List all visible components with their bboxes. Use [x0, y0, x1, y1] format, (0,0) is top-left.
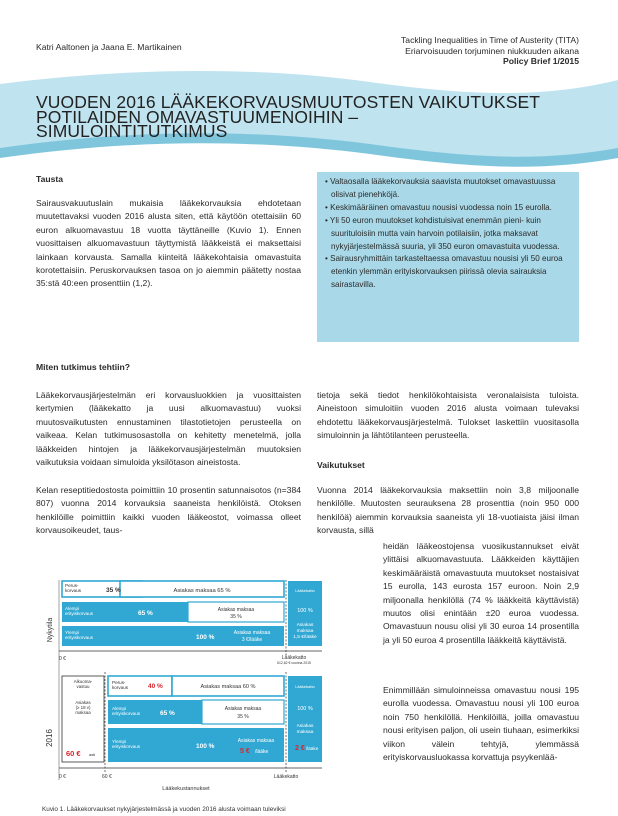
vaikutukset-heading: Vaikutukset — [317, 460, 365, 470]
highlights-box — [317, 172, 579, 342]
now-row2-name: Alempi erityiskorvaus — [65, 606, 94, 616]
vaikutukset-text-1a: Vuonna 2014 lääkekorvauksia maksettiin noin 3,8 miljoonalle henkilölle. Muutosten seurauksena 28 prosenttia (noin 950 000 henkilöä) aiemmin korvauksia saaneista yli 18-vuotiaista jäisi ilman korvausta, sillä — [317, 485, 579, 536]
miten-text-2: Kelan reseptitiedostosta poimittiin 10 prosentin satunnaisotos (n=384 807) vuonna 2014 korvauksia saaneista henkilöistä. Otoksen henkilöille poimittiin kaikki vuoden lääkeostot, voimassa olleet korvausoikeudet, taus- — [36, 485, 301, 536]
now-row2-pay: Asiakas maksaa 35 % — [217, 607, 255, 620]
new-row1-pct: 40 % — [148, 683, 163, 690]
tausta-heading: Tausta — [36, 174, 64, 184]
now-row1-name-l1: Perus- — [65, 583, 79, 588]
new-katto-head: Lääkekatto — [295, 684, 315, 689]
new-katto-eur: 2 € — [295, 745, 305, 752]
series-line2: Eriarvoisuuden torjuminen niukkuuden aikana — [405, 45, 579, 56]
vaikutukset-text-2: Enimmillään simuloinneissa omavastuu nousi 195 eurolla vuodessa. Omavastuu nousi yli 100 euroa noin 750 henkilöllä. Henkilöillä, joilla omavastuu nousi erityisen paljon, oli usein tiuhaan, esimerkiksi viikon välein tehtyjä, ylemmässä erityiskorvausluokassa korvattuja psyykenlää- — [383, 685, 579, 763]
new-row3-name: Ylempi erityiskorvaus — [112, 739, 141, 749]
new-row3-pct: 100 % — [196, 743, 215, 750]
new-katto-per: /lääke — [306, 746, 319, 751]
highlight-item: • Keskimääräinen omavastuu nousisi vuodessa noin 15 eurolla. — [325, 202, 552, 212]
axis-60-bottom: 60 € — [102, 774, 112, 780]
y-label-2016: 2016 — [45, 729, 54, 747]
new-katto-pct: 100 % — [297, 706, 313, 712]
new-row3-eur: 5 € — [240, 748, 250, 755]
tausta-text: Sairausvakuutuslain mukaisia lääkekorvauksia ehdotetaan muutettavaksi vuoden 2016 alusta siten, että käytöön otettaisiin 60 euron alkuomavastuu 18 vuotta täyttäneille (Kuvio 1). Ennen vuosittaisen alkuomavastuun täyttymistä lääkkeistä ei maksettaisi lainkaan korvausta. Samalla kiinteitä lääkekohtaisia omavastuita korotettaisiin. Peruskorvauksen tasoa on jo aiemmin päätetty nostaa 35:stä 40:een prosenttiin (1,2). — [36, 198, 301, 289]
highlight-item: • Valtaosalla lääkekorvauksia saavista muutokset omavastuussa olisivat pienehköjä. — [325, 177, 556, 199]
new-row2-pay: Asiakas maksaa 35 % — [224, 706, 262, 720]
now-katto-pay: Asiakas maksaa 1,5 €/lääke — [293, 623, 317, 640]
page-title — [36, 92, 596, 142]
vaikutukset-text-1b: heidän lääkeostojensa vuosikustannukset eivät ylittäisi alkuomavastuuta. Lääkkeiden käyttäjien keskimääräistä omavastuuta muutokset nostaisivat 15 eurolla, 143 eurosta 157 euroon. Noin 2,9 miljoonalla henkilöllä (74 % lääkkeitä käyttävistä) muutos olisi enintään ±20 euroa vuodessa. Omavastuun nousu olisi yli 30 euroa 14 prosentilla ja yli 50 euroa 4 prosentilla lääkkeitä käyttävistä. — [383, 541, 579, 645]
now-katto-pct: 100 % — [297, 608, 313, 614]
katto-sub-top: 612,62 € vuonna 2015 — [277, 661, 311, 665]
katto-label-bottom: Lääkekatto — [273, 774, 299, 780]
x-label: Lääkekustannukset — [162, 786, 210, 792]
miten-text-1: Lääkekorvausjärjestelmän eri korvausluokkien ja vuosittaisten kertymien (lääkekatto ja uusi alkuomavastuu) vuoksi muutosvaikutusten ennustaminen tilastotietojen perusteella on vaikeaa. Kelan tutkimusosastolla on kehitetty menetelmä, jolla lääkkeiden hintojen ja lääkekorvausjärjestelmän muutoksien vaikutuksia voidaan simuloida yksilötason aineistosta. — [36, 390, 301, 468]
new-alku-sub: Asiakas (≥ 18 v) maksaa — [75, 700, 91, 715]
now-row1-pct: 35 % — [106, 587, 121, 594]
miten-heading: Miten tutkimus tehtiin? — [36, 362, 131, 372]
highlight-item: • Yli 50 euron muutokset kohdistuisivat enemmän pieni- kuin suurituloisiin mutta vain harvoin potilaisiin, jotka maksavat nykyjärjestelmässä suuria, yli 350 euron omavastuita vuodessa. — [325, 215, 560, 251]
new-alku-name: Alkuoma-vastuu — [73, 679, 93, 689]
figure-caption: Kuvio 1. Lääkekorvaukset nykyjärjestelmässä ja vuoden 2016 alusta voimaan tuleviksi — [42, 806, 286, 813]
now-katto-head: Lääkekatto — [295, 588, 315, 593]
axis-zero-bottom: 0 € — [59, 774, 66, 780]
new-row3-per: /lääke — [255, 749, 269, 755]
title-line3: SIMULOINTITUTKIMUS — [36, 121, 228, 142]
new-alku-eur: 60 € — [66, 749, 81, 758]
title-line1: VUODEN 2016 LÄÄKEKORVAUSMUUTOSTEN VAIKUTUKSET — [36, 92, 541, 112]
now-row3-name: Ylempi erityiskorvaus — [65, 630, 94, 640]
now-row3-pay: Asiakas maksaa 3 €/lääke — [233, 630, 271, 643]
policy-brief-number: Policy Brief 1/2015 — [503, 56, 579, 66]
new-row2-name: Alempi erityiskorvaus — [112, 706, 141, 716]
title-line2: POTILAIDEN OMAVASTUUMENOIHIN – — [36, 106, 359, 127]
katto-label-top: Lääkekatto — [281, 655, 307, 661]
now-row2-pct: 65 % — [138, 610, 153, 617]
new-katto-pay: Asiakas maksaa — [296, 724, 314, 735]
highlight-item: • Sairausryhmittäin tarkasteltaessa omavastuu nousisi yli 50 euroa etenkin ylemmän erityiskorvauksen piirissä olevia sairauksia sairastavilla. — [325, 254, 563, 290]
figure-korvausjarjestelma — [36, 572, 326, 808]
series-line1: Tackling Inequalities in Time of Austerity (TITA) — [401, 35, 579, 45]
new-row3-pay: Asiakas maksaa — [237, 738, 275, 744]
series-info — [401, 35, 579, 67]
authors: Katri Aaltonen ja Jaana E. Martikainen — [36, 42, 182, 52]
new-row1-pay: Asiakas maksaa 60 % — [200, 684, 256, 690]
axis-zero-top: 0 € — [59, 656, 66, 662]
new-row2-pct: 65 % — [160, 710, 175, 717]
now-row3-pct: 100 % — [196, 634, 215, 641]
new-alku-suffix: asti — [89, 752, 96, 757]
now-row1-name: Perus-korvaus — [65, 583, 82, 593]
now-row1-pay: Asiakas maksaa 65 % — [173, 588, 231, 594]
y-label-nykytila: Nykytila — [47, 617, 54, 643]
new-row1-name: Perus-korvaus — [112, 680, 129, 690]
method-continuation: tietoja sekä tiedot henkilökohtaisista veronalaisista tuloista. Aineistoon simuloitiin vuoden 2016 alusta voimaan tulevaksi ehdotettu lääkekorvausjärjestelmä. Tulokset laskettiin vuositasolla simuloinnin ja lähtötilanteen perusteella. — [317, 390, 579, 441]
